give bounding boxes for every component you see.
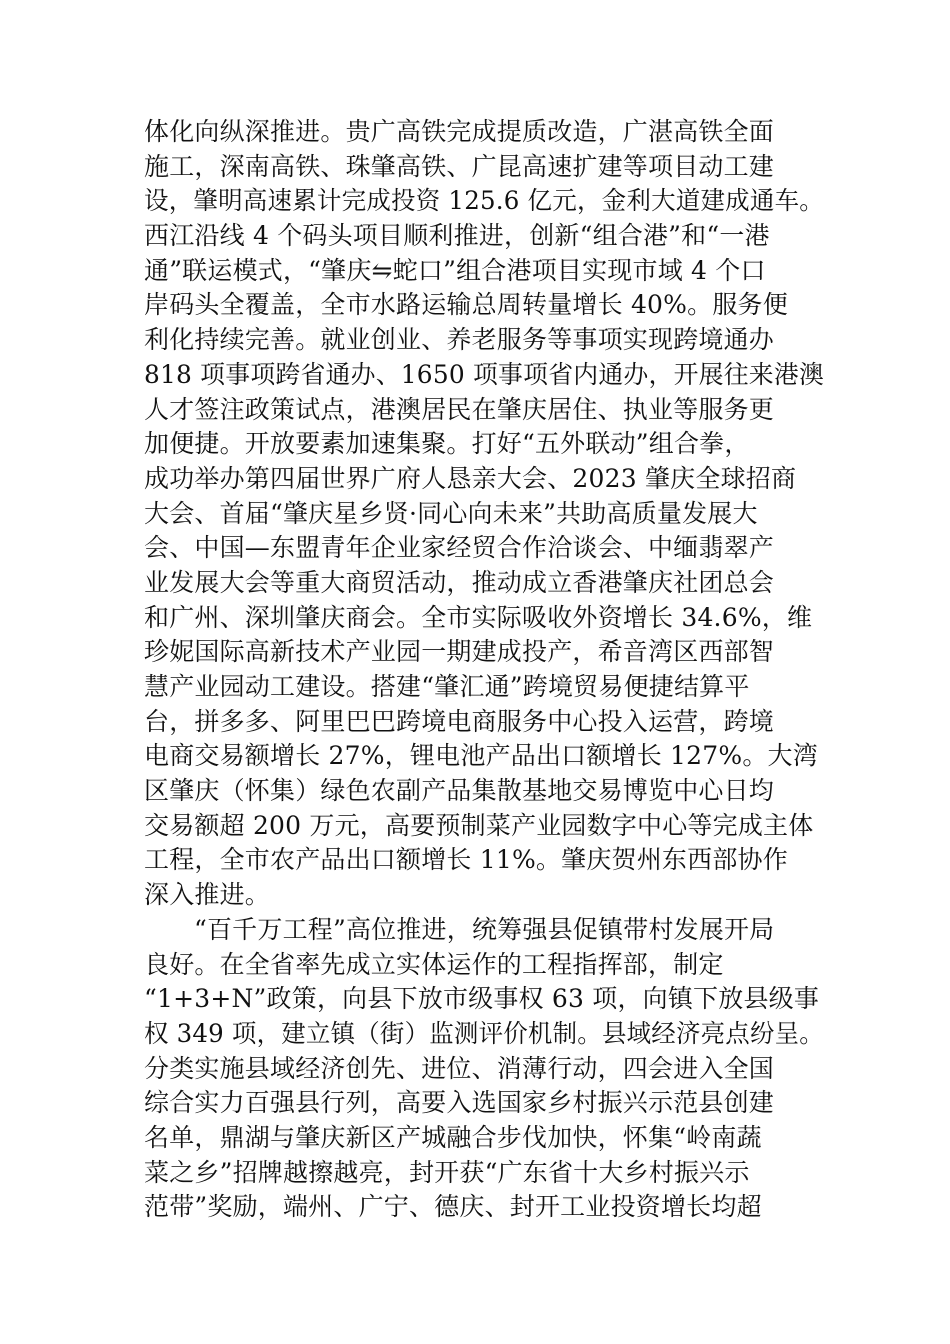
- text-line-8: 818 项事项跨省通办、1650 项事项省内通办，开展往来港澳: [144, 359, 825, 389]
- text-line-29: 综合实力百强县行列，高要入选国家乡村振兴示范县创建: [144, 1088, 775, 1118]
- text-line-13: 会、中国—东盟青年企业家经贸合作洽谈会、中缅翡翠产: [144, 533, 775, 563]
- text-line-20: 区肇庆（怀集）绿色农副产品集散基地交易博览中心日均: [144, 776, 775, 806]
- text-line-15: 和广州、深圳肇庆商会。全市实际吸收外资增长 34.6%，维: [144, 602, 813, 632]
- text-line-23: 深入推进。: [144, 880, 271, 910]
- text-line-5: 通”联运模式，“肇庆⇋蛇口”组合港项目实现市域 4 个口: [144, 255, 766, 285]
- text-line-10: 加便捷。开放要素加速集聚。打好“五外联动”组合拳，: [144, 429, 750, 459]
- text-line-25: 良好。在全省率先成立实体运作的工程指挥部，制定: [144, 949, 724, 979]
- text-line-3: 设，肇明高速累计完成投资 125.6 亿元，金利大道建成通车。: [144, 186, 825, 216]
- text-line-21: 交易额超 200 万元，高要预制菜产业园数字中心等完成主体: [144, 810, 814, 840]
- text-line-9: 人才签注政策试点，港澳居民在肇庆居住、执业等服务更: [144, 394, 775, 424]
- text-line-31: 菜之乡”招牌越擦越亮，封开获“广东省十大乡村振兴示: [144, 1157, 750, 1187]
- text-line-28: 分类实施县域经济创先、进位、消薄行动，四会进入全国: [144, 1053, 775, 1083]
- text-line-30: 名单，鼎湖与肇庆新区产城融合步伐加快，怀集“岭南蔬: [144, 1122, 762, 1152]
- text-line-14: 业发展大会等重大商贸活动，推动成立香港肇庆社团总会: [144, 567, 775, 597]
- text-line-16: 珍妮国际高新技术产业园一期建成投产，希音湾区西部智: [144, 637, 775, 667]
- text-line-22: 工程，全市农产品出口额增长 11%。肇庆贺州东西部协作: [144, 845, 788, 875]
- text-line-6: 岸码头全覆盖，全市水路运输总周转量增长 40%。服务便: [144, 290, 788, 320]
- text-line-32: 范带”奖励，端州、广宁、德庆、封开工业投资增长均超: [144, 1192, 762, 1222]
- text-line-7: 利化持续完善。就业创业、养老服务等事项实现跨境通办: [144, 325, 775, 355]
- text-line-19: 电商交易额增长 27%，锂电池产品出口额增长 127%。大湾: [144, 741, 818, 771]
- text-line-4: 西江沿线 4 个码头项目顺利推进，创新“组合港”和“一港: [144, 221, 770, 251]
- text-line-26: “1+3+N”政策，向县下放市级事权 63 项，向镇下放县级事: [144, 984, 820, 1014]
- text-line-1: 体化向纵深推进。贵广高铁完成提质改造，广湛高铁全面: [144, 117, 775, 146]
- text-line-11: 成功举办第四届世界广府人恳亲大会、2023 肇庆全球招商: [144, 463, 797, 493]
- body-text: [144, 115, 824, 1225]
- text-line-27: 权 349 项，建立镇（街）监测评价机制。县域经济亮点纷呈。: [144, 1018, 824, 1048]
- text-line-2: 施工，深南高铁、珠肇高铁、广昆高速扩建等项目动工建: [144, 151, 775, 181]
- text-line-24: “百千万工程”高位推进，统筹强县促镇带村发展开局: [194, 914, 775, 944]
- text-line-18: 台，拼多多、阿里巴巴跨境电商服务中心投入运营，跨境: [144, 706, 775, 736]
- text-line-12: 大会、首届“肇庆星乡贤·同心向未来”共助高质量发展大: [144, 498, 758, 528]
- text-line-17: 慧产业园动工建设。搭建“肇汇通”跨境贸易便捷结算平: [144, 672, 750, 701]
